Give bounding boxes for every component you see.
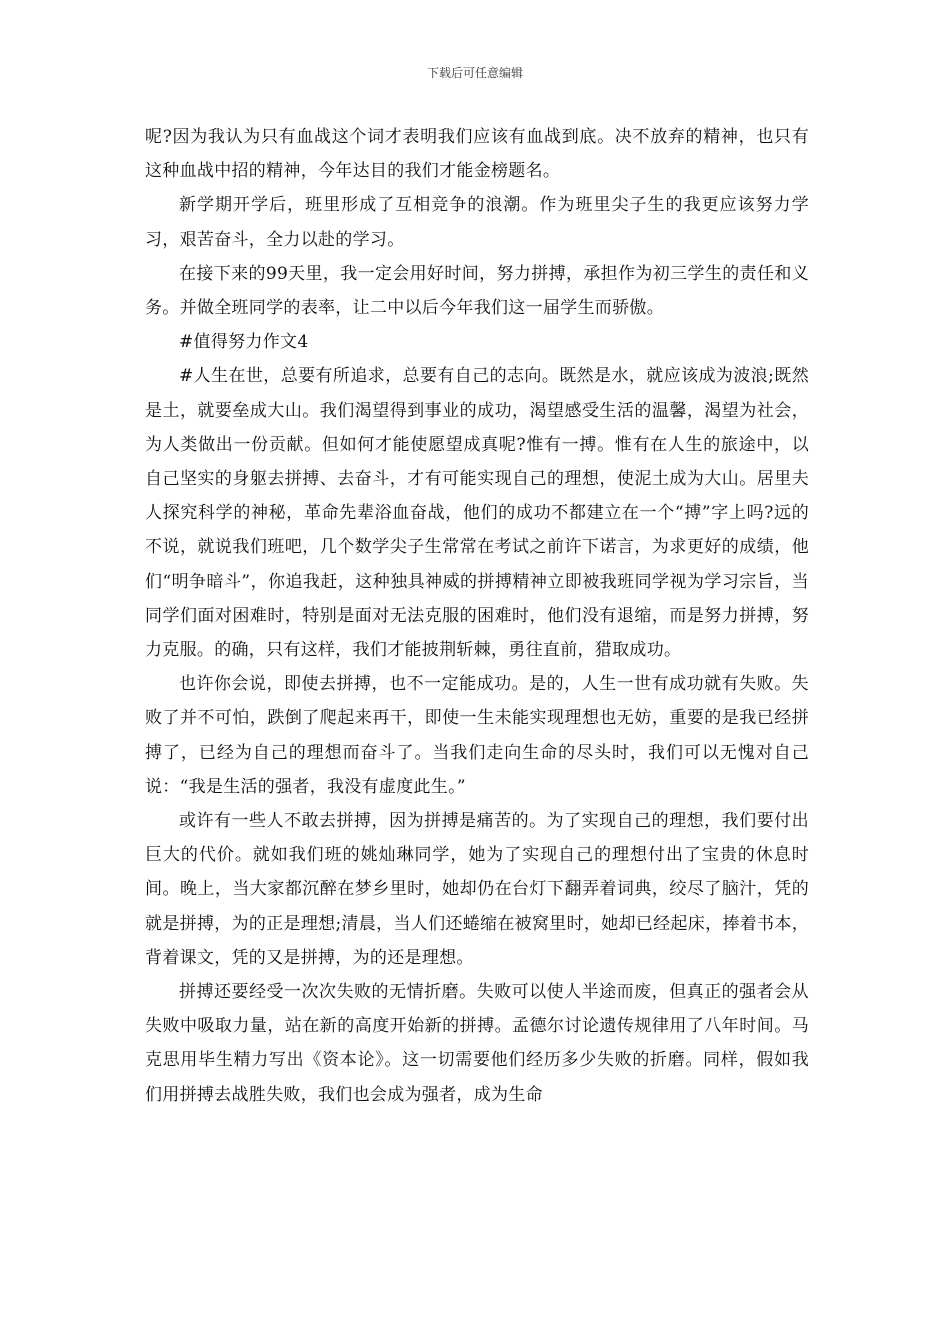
section-heading: #值得努力作文4 (179, 332, 309, 353)
paragraph: 也许你会说，即使去拼搏，也不一定能成功。是的，人生一世有成功就有失败。失败了并不可怕，跌倒了爬起来再干，即使一生未能实现理想也无妨，重要的是我已经拼搏了，已经为自己的理想而奋斗了。当我们走向生命的尽头时，我们可以无愧对自己说：“我是生活的强者，我没有虚度此生。” (145, 674, 809, 797)
paragraph: 拼搏还要经受一次次失败的无情折磨。失败可以使人半途而废，但真正的强者会从失败中吸取力量，站在新的高度开始新的拼搏。孟德尔讨论遗传规律用了八年时间。马克思用毕生精力写出《资本论》。这一切需要他们经历多少失败的折磨。同样，假如我们用拼搏去战胜失败，我们也会成为强者，成为生命 (145, 982, 809, 1105)
paragraph: 在接下来的99天里，我一定会用好时间，努力拼搏，承担作为初三学生的责任和义务。并做全班同学的表率，让二中以后今年我们这一届学生而骄傲。 (145, 263, 809, 319)
body-text (145, 120, 809, 1112)
page-header: 下载后可任意编辑 (426, 66, 523, 80)
paragraph: 新学期开学后，班里形成了互相竞争的浪潮。作为班里尖子生的我更应该努力学习，艰苦奋斗，全力以赴的学习。 (145, 195, 809, 250)
paragraph: 或许有一些人不敢去拼搏，因为拼搏是痛苦的。为了实现自己的理想，我们要付出巨大的代价。就如我们班的姚灿琳同学，她为了实现自己的理想付出了宝贵的休息时间。晚上，当大家都沉醉在梦乡里时，她却仍在台灯下翻弄着词典，绞尽了脑汁，凭的就是拼搏，为的正是理想;清晨，当人们还蜷缩在被窝里时，她却已经起床，捧着书本，背着课文，凭的又是拼搏，为的还是理想。 (145, 811, 809, 968)
paragraph: #人生在世，总要有所追求，总要有自己的志向。既然是水，就应该成为波浪;既然是土，就要垒成大山。我们渴望得到事业的成功，渴望感受生活的温馨，渴望为社会，为人类做出一份贡献。但如何才能使愿望成真呢?惟有一搏。惟有在人生的旅途中，以自己坚实的身躯去拼搏、去奋斗，才有可能实现自己的理想，使泥土成为大山。居里夫人探究科学的神秘，革命先辈浴血奋战，他们的成功不都建立在一个“搏”字上吗?远的不说，就说我们班吧，几个数学尖子生常常在考试之前许下诺言，为求更好的成绩，他们“明争暗斗”，你追我赶，这种独具神威的拼搏精神立即被我班同学视为学习宗旨，当同学们面对困难时，特别是面对无法克服的困难时，他们没有退缩，而是努力拼搏，努力克服。的确，只有这样，我们才能披荆斩棘，勇往直前，猎取成功。 (145, 366, 809, 661)
paragraph: 呢?因为我认为只有血战这个词才表明我们应该有血战到底。决不放弃的精神，也只有这种血战中招的精神，今年达目的我们才能金榜题名。 (145, 127, 809, 182)
